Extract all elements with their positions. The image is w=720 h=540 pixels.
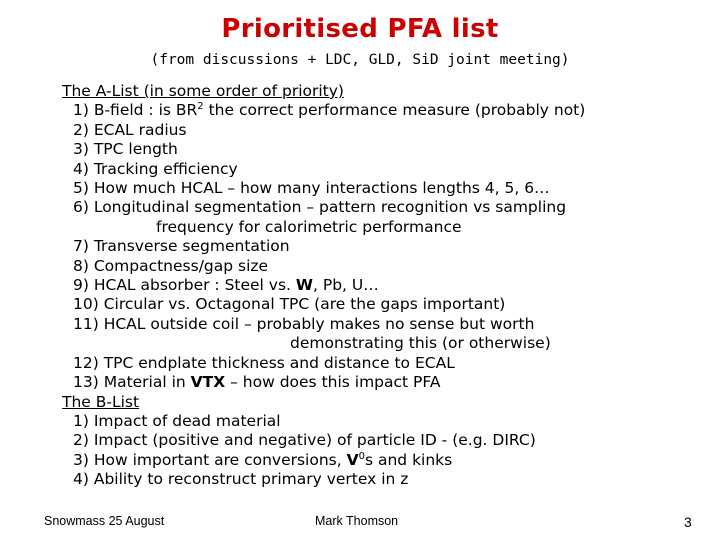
a-list-item-continuation: frequency for calorimetric performance [156,217,462,236]
a-list-item: 4) Tracking efficiency [73,159,238,178]
slide-subtitle: (from discussions + LDC, GLD, SiD joint meeting) [150,52,570,68]
a-list-item: 13) Material in VTX – how does this impact PFA [73,373,441,392]
a-list-item-continuation: demonstrating this (or otherwise) [290,334,551,353]
footer-author: Mark Thomson [315,514,399,528]
page-number: 3 [684,514,692,530]
b-list-item: 1) Impact of dead material [73,411,281,430]
b-list-heading: The B-List [62,392,140,411]
slide-content [62,82,702,490]
slide-title: Prioritised PFA list [221,14,499,44]
a-list-heading: The A-List (in some order of priority) [62,82,344,100]
a-list-item: 8) Compactness/gap size [73,256,269,275]
a-list-item: 11) HCAL outside coil – probably makes no sense but worth [73,314,535,333]
a-list-item: 9) HCAL absorber : Steel vs. W, Pb, U… [73,276,379,295]
a-list-item: 7) Transverse segmentation [73,237,290,256]
a-list-item: 3) TPC length [73,140,178,159]
b-list-item: 3) How important are conversions, $V^0s$ and kinks [73,450,453,469]
a-list-item: 10) Circular vs. Octagonal TPC (are the gaps important) [73,295,506,314]
a-list-item: 6) Longitudinal segmentation – pattern recognition vs sampling [73,198,567,217]
a-list-item: 1) B-field : is $BR^2$ the correct performance measure (probably not) [73,101,586,120]
footer-event: Snowmass 25 August [44,514,165,528]
b-list-item: 2) Impact (positive and negative) of particle ID - (e.g. DIRC) [73,431,536,450]
b-list-item: 4) Ability to reconstruct primary vertex in z [73,470,409,489]
a-list-item: 2) ECAL radius [73,120,187,139]
a-list-item: 12) TPC endplate thickness and distance to ECAL [73,353,455,372]
a-list-item: 5) How much HCAL – how many interactions lengths 4, 5, 6… [73,179,550,198]
